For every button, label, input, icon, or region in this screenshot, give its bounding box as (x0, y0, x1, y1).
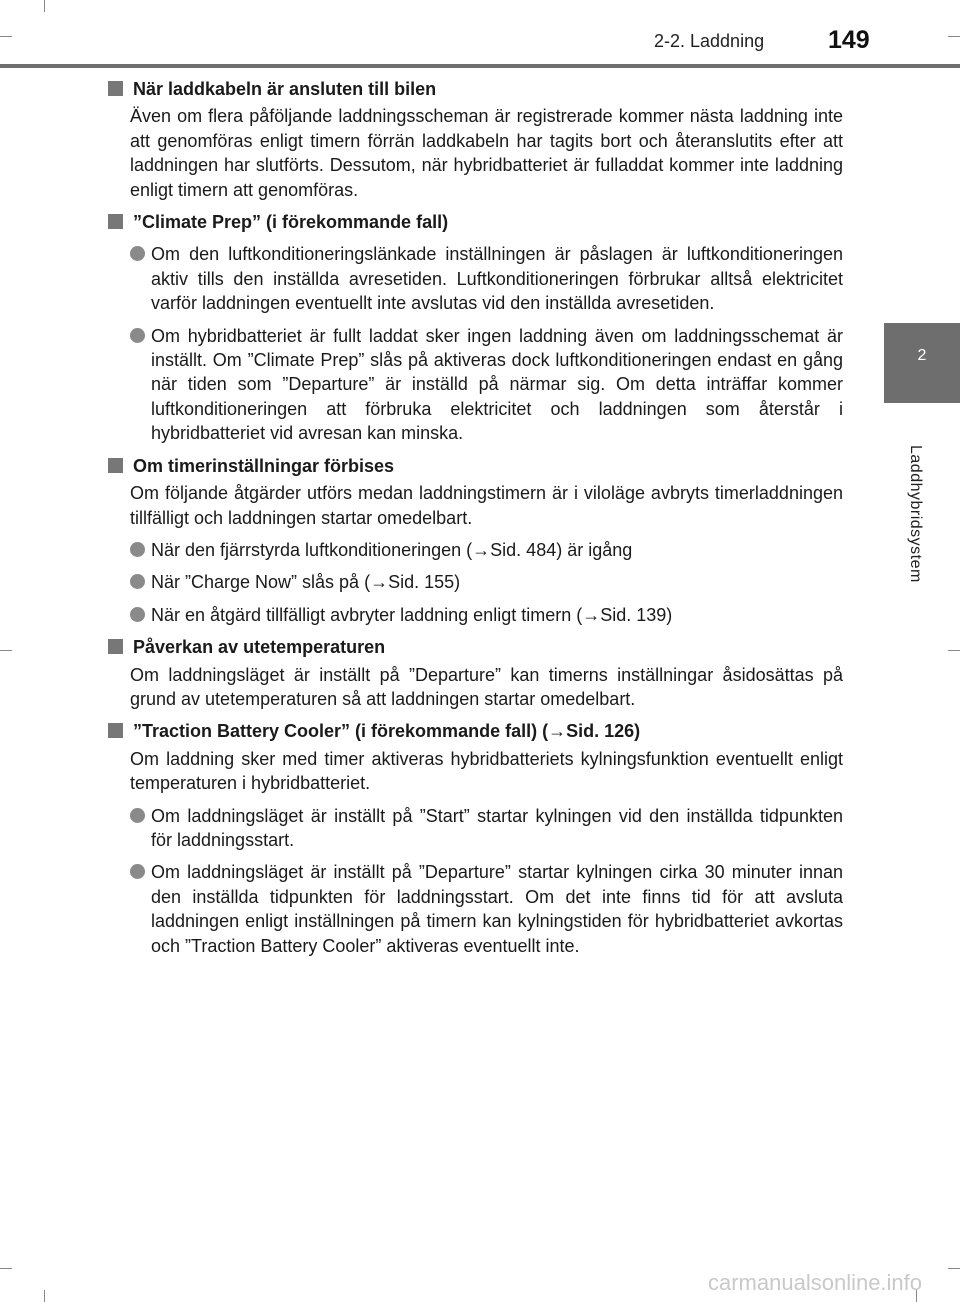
header-rule (0, 64, 960, 68)
crop-mark (0, 1268, 12, 1269)
list-item: När den fjärrstyrda luftkonditioneringen (→Sid. 484) är igång (130, 538, 843, 562)
page-content (108, 77, 843, 958)
section-heading: När laddkabeln är ansluten till bilen (108, 77, 843, 101)
square-bullet-icon (108, 639, 123, 654)
section-paragraph: Om laddningsläget är inställt på ”Departure” kan timerns inställningar åsidosättas på grund av utetemperaturen så att laddningen startar omedelbart. (130, 664, 843, 709)
circle-bullet-icon (130, 328, 145, 343)
circle-bullet-icon (130, 607, 145, 622)
list-item: När ”Charge Now” slås på (→Sid. 155) (130, 570, 843, 594)
crop-mark (948, 1268, 960, 1269)
section-title: 2-2. Laddning (654, 31, 765, 51)
section-paragraph: Om följande åtgärder utförs medan laddningstimern är i viloläge avbryts timerladdningen tillfälligt och laddningen startar omedelbart. (130, 483, 843, 528)
section-heading: Påverkan av utetemperaturen (108, 635, 843, 659)
crop-mark (948, 36, 960, 37)
square-bullet-icon (108, 723, 123, 738)
page-number: 149 (828, 26, 870, 54)
watermark: carmanualsonline.info (708, 1270, 923, 1295)
circle-bullet-icon (130, 246, 145, 261)
section-paragraph: Även om flera påföljande laddningsscheman är registrerade kommer nästa laddning inte att genomföras enligt timern förrän laddkabeln har tagits bort och återanslutits efter att laddningen har slutförts. Dessutom, när hybridbatteriet är fulladdat kommer inte laddning enligt timern att genomföras. (130, 106, 843, 200)
square-bullet-icon (108, 81, 123, 96)
chapter-title: Laddhybridsystem (907, 445, 924, 583)
crop-mark (44, 1290, 45, 1302)
list-item: Om den luftkonditioneringslänkade inställningen är påslagen är luftkonditioneringen aktiv tills den inställda avresetiden. Luftkonditioneringen förbrukar alltså elektricitet varför laddningen eventuellt inte avslutas vid den inställda avresetiden. (130, 242, 843, 315)
section-heading: ”Traction Battery Cooler” (i förekommande fall) (→Sid. 126) (108, 719, 843, 743)
list-item: Om hybridbatteriet är fullt laddat sker ingen laddning även om laddningsschemat är inställt. Om ”Climate Prep” slås på aktiveras dock luftkonditioneringen endast en gång när tiden som ”Departure” är inställd på närmar sig. Om detta inträffar kommer luftkonditioneringen att förbruka elektricitet och laddningen som återstår i hybridbatteriet vid avresan kan minska. (130, 324, 843, 446)
circle-bullet-icon (130, 864, 145, 879)
list-item: Om laddningsläget är inställt på ”Departure” startar kylningen cirka 30 minuter innan den inställda tidpunkten för laddningsstart. Om det inte finns tid för att avsluta laddningen enligt inställningen på timern kan kylningstiden för hybridbatteriet avkortas och ”Traction Battery Cooler” aktiveras eventuellt inte. (130, 860, 843, 958)
section-heading: Om timerinställningar förbises (108, 454, 843, 478)
crop-mark (948, 650, 960, 651)
crop-mark (0, 650, 12, 651)
square-bullet-icon (108, 458, 123, 473)
chapter-number: 2 (917, 347, 927, 364)
circle-bullet-icon (130, 808, 145, 823)
circle-bullet-icon (130, 542, 145, 557)
crop-mark (0, 36, 12, 37)
crop-mark (44, 0, 45, 12)
square-bullet-icon (108, 214, 123, 229)
section-heading: ”Climate Prep” (i förekommande fall) (108, 210, 843, 234)
list-item: Om laddningsläget är inställt på ”Start” startar kylningen vid den inställda tidpunkten för laddningsstart. (130, 804, 843, 853)
chapter-tab (884, 323, 960, 403)
section-paragraph: Om laddning sker med timer aktiveras hybridbatteriets kylningsfunktion eventuellt enligt temperaturen i hybridbatteriet. (130, 748, 843, 794)
list-item: När en åtgärd tillfälligt avbryter laddning enligt timern (→Sid. 139) (130, 603, 843, 627)
circle-bullet-icon (130, 574, 145, 589)
